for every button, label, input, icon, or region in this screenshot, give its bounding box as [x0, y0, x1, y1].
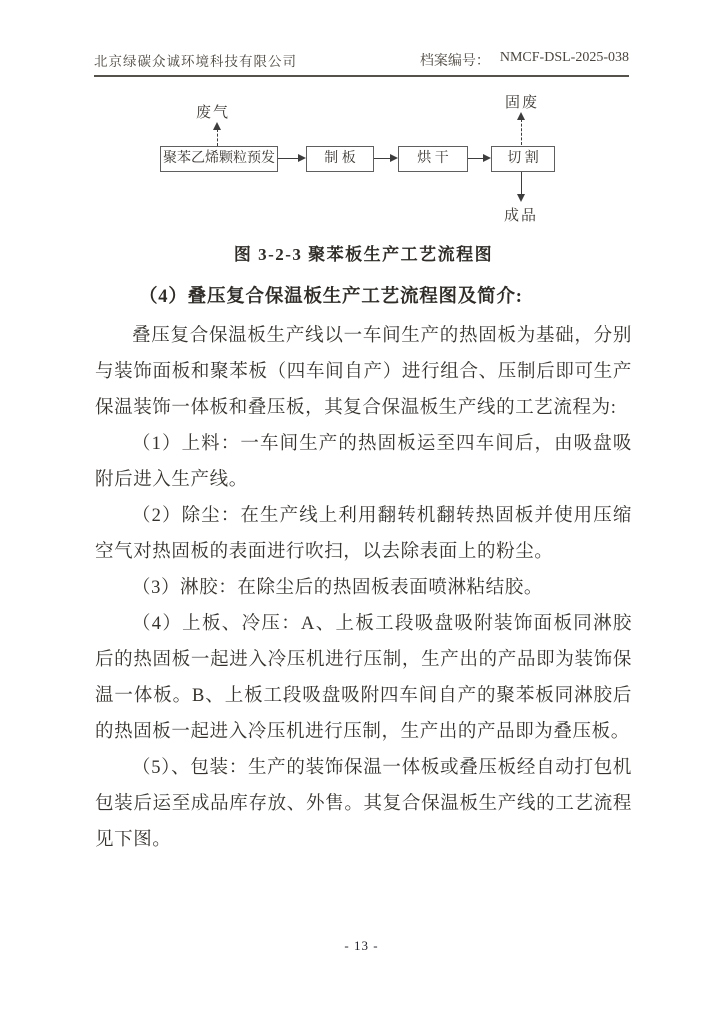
flow-node-drying: 烘 干	[398, 146, 468, 172]
dashed-line-waste-gas	[217, 129, 218, 146]
product-label: 成品	[504, 208, 539, 224]
arrow-right-icon	[483, 154, 491, 162]
paragraph: 叠压复合保温板生产线以一车间生产的热固板为基础，分别与装饰面板和聚苯板（四车间自产）进行组合、压制后即可生产保温装饰一体板和叠压板，其复合保温板生产线的工艺流程为:	[95, 326, 632, 418]
arrow-right-icon	[390, 154, 398, 162]
paragraph: （1）上料：一车间生产的热固板运至四车间后，由吸盘吸附后进入生产线。	[95, 434, 632, 490]
figure-caption: 图 3-2-3 聚苯板生产工艺流程图	[233, 245, 494, 264]
document-body	[95, 240, 632, 858]
flow-node-pre-expansion: 聚苯乙烯颗粒预发	[160, 146, 278, 172]
archive-number: NMCF-DSL-2025-038	[499, 50, 629, 65]
flow-node-board-making: 制 板	[306, 146, 374, 172]
paragraph: （3）淋胶：在除尘后的热固板表面喷淋粘结胶。	[132, 578, 543, 598]
solid-waste-label: 固废	[505, 95, 540, 111]
arrow-right-icon	[298, 154, 306, 162]
waste-gas-label: 废气	[196, 105, 231, 121]
arrow-down-icon	[517, 194, 525, 202]
paragraph: （5）、包装：生产的装饰保温一体板或叠压板经自动打包机包装后运至成品库存放、外售。其复合保温板生产线的工艺流程见下图。	[95, 758, 632, 850]
flow-line-3	[468, 158, 484, 159]
company-name: 北京绿碳众诚环境科技有限公司	[94, 54, 297, 69]
archive-label: 档案编号：	[419, 54, 490, 69]
paragraph: （4）上板、冷压：A、上板工段吸盘吸附装饰面板同淋胶后的热固板一起进入冷压机进行压制，生产出的产品即为装饰保温一体板。B、上板工段吸盘吸附四车间自产的聚苯板同淋胶后的热固板一起进入冷压机进行压制，生产出的产品即为叠压板。	[95, 614, 632, 742]
page-number: - 13 -	[344, 938, 379, 953]
paragraph: （2）除尘：在生产线上利用翻转机翻转热固板并使用压缩空气对热固板的表面进行吹扫，以去除表面上的粉尘。	[95, 506, 632, 562]
flow-line-product	[521, 172, 522, 195]
section-heading: （4）叠压复合保温板生产工艺流程图及简介:	[139, 287, 523, 307]
flow-line-2	[374, 158, 391, 159]
flow-line-1	[278, 158, 299, 159]
dashed-line-solid-waste	[521, 119, 522, 145]
process-flowchart	[0, 0, 723, 235]
flow-node-cutting: 切 割	[491, 146, 555, 172]
